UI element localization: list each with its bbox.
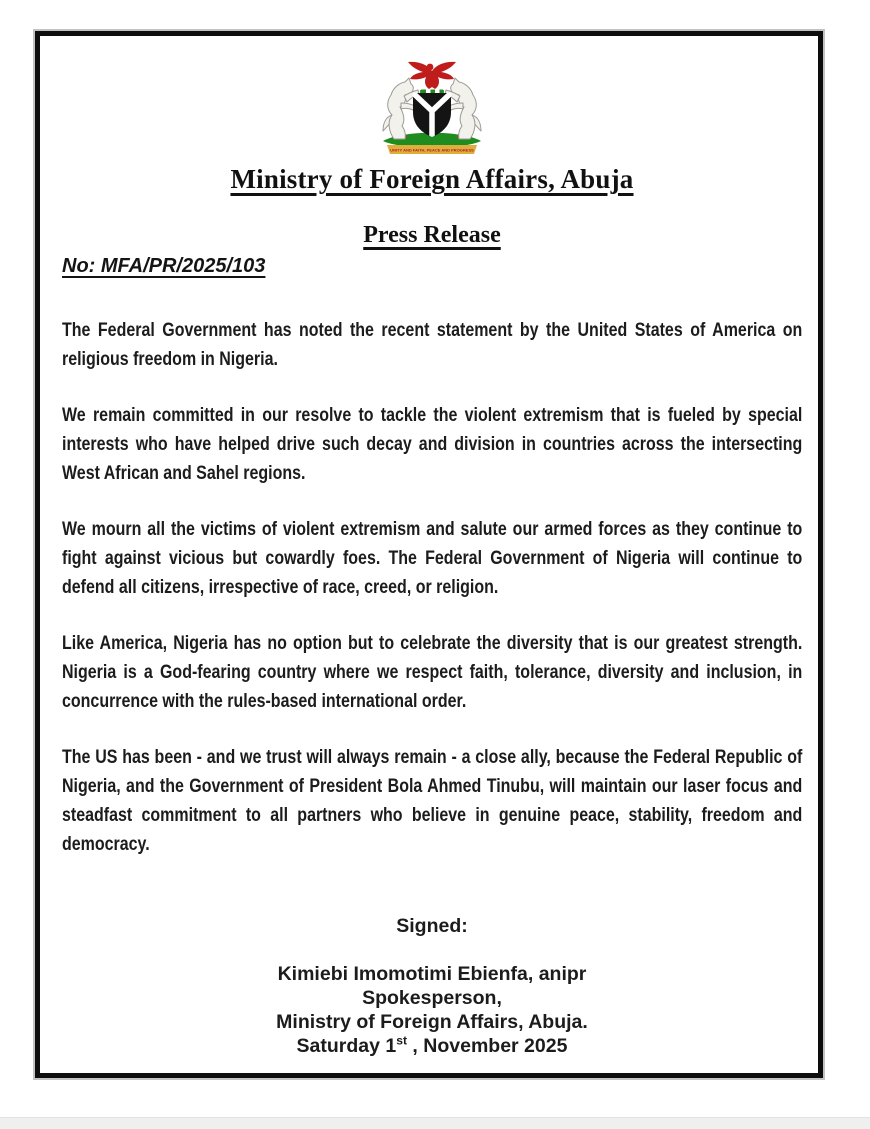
date-ordinal-superscript: st xyxy=(396,1033,408,1048)
bottom-strip xyxy=(0,1117,870,1129)
motto-text: UNITY AND FAITH, PEACE AND PROGRESS xyxy=(390,147,474,153)
reference-number: No: MFA/PR/2025/103 xyxy=(62,255,266,277)
signatory-title: Spokesperson, xyxy=(362,987,502,1009)
signature-date: Saturday 1st , November 2025 xyxy=(296,1033,568,1057)
ministry-title: Ministry of Foreign Affairs, Abuja xyxy=(230,164,634,194)
press-release-body xyxy=(62,316,802,859)
document-frame xyxy=(35,31,823,1078)
signatory-name: Kimiebi Imomotimi Ebienfa, anipr xyxy=(277,963,587,985)
body-paragraph-5: The US has been - and we trust will always remain - a close ally, because the Federal Republic of Nigeria, and the Government of President Bola Ahmed Tinubu, will maintain our laser focus and steadfast commitment to all partners who believe in genuine peace, stability, freedom and democracy. xyxy=(62,746,803,855)
press-release-document xyxy=(40,36,818,1058)
signatory-org: Ministry of Foreign Affairs, Abuja. xyxy=(276,1011,588,1033)
body-paragraph-4: Like America, Nigeria has no option but to celebrate the diversity that is our greatest strength. Nigeria is a God-fearing country where we respect faith, tolerance, diversity and inclusion, in concurrence with the rules-based international order. xyxy=(62,632,803,712)
body-paragraph-3: We mourn all the victims of violent extremism and salute our armed forces as they continue to fight against vicious but cowardly foes. The Federal Government of Nigeria will continue to defend all citizens, irrespective of race, creed, or religion. xyxy=(62,518,803,598)
nigeria-coat-of-arms xyxy=(366,58,498,158)
signed-label: Signed: xyxy=(396,915,468,937)
shield xyxy=(412,92,452,138)
torse xyxy=(420,90,444,94)
eagle xyxy=(408,62,456,89)
body-paragraph-1: The Federal Government has noted the recent statement by the United States of America on religious freedom in Nigeria. xyxy=(62,319,803,370)
press-release-heading: Press Release xyxy=(363,222,501,248)
signature-block xyxy=(62,962,802,1058)
body-paragraph-2: We remain committed in our resolve to tackle the violent extremism that is fueled by special interests who have helped drive such decay and division in countries across the intersecting West African and Sahel regions. xyxy=(62,404,803,484)
